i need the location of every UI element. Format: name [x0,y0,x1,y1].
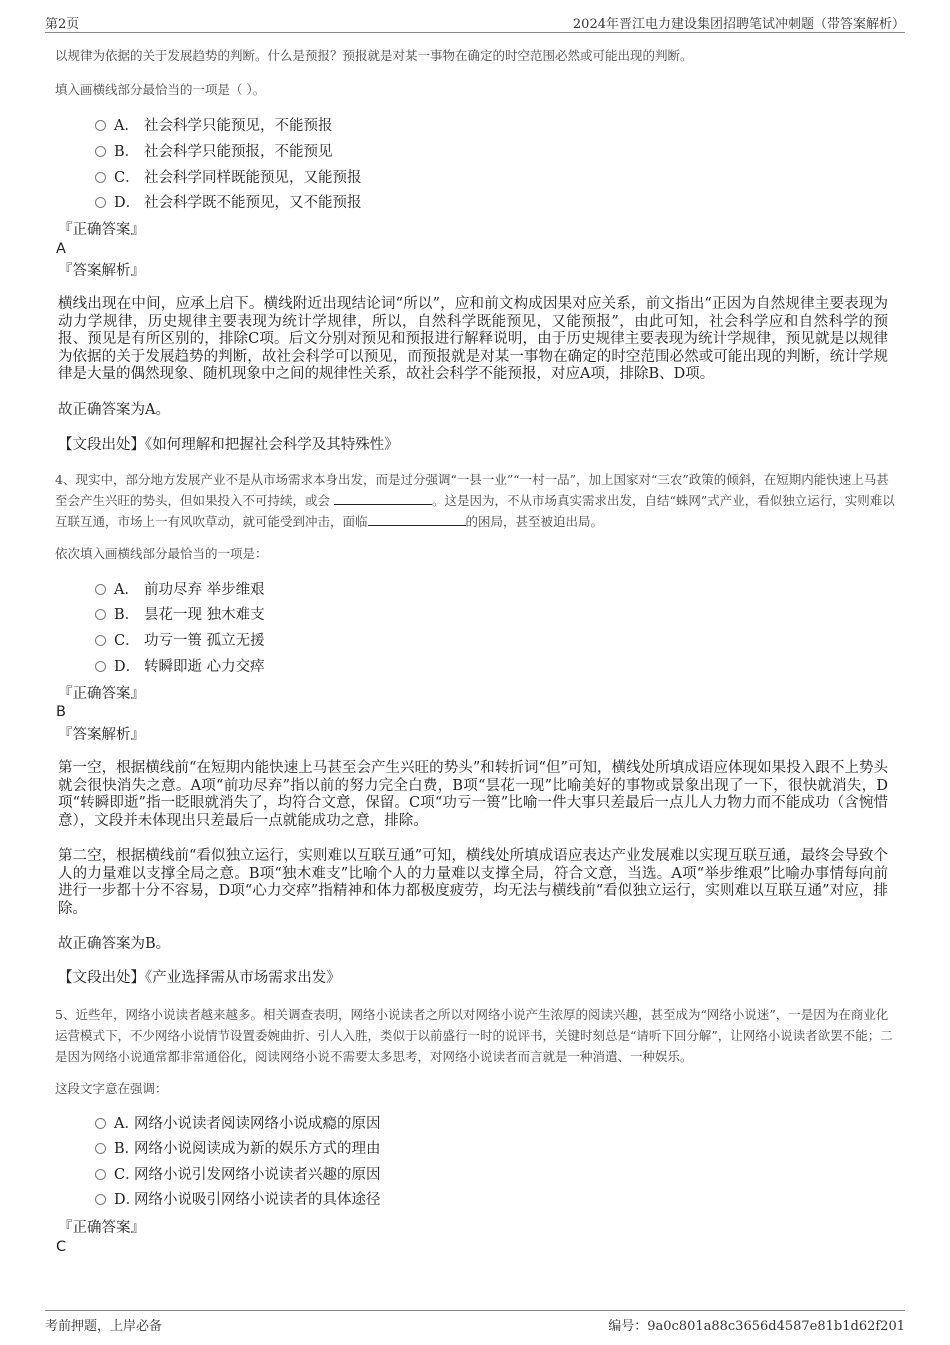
q4-stem: 4、现实中，部分地方发展产业不是从市场需求本身出发，而是过分强调“一县一业”“一村一品”，加上国家对“三农”政策的倾斜，在短期内能快速上马甚至会产生兴旺的势头，但如果投入不可持续，或会 。这是因为，不从市场真实需求出发，自结“蛛网”式产业，看似独立运行，实则难以互联互通，市场上一有风吹草动，就可能受到冲击，面临 的困局，甚至被迫出局。 [55,472,895,529]
page-footer [45,1310,905,1335]
fill-blank [334,491,432,505]
radio-icon[interactable] [95,172,106,183]
q4-prompt: 依次填入画横线部分最恰当的一项是： [55,546,268,561]
radio-icon[interactable] [95,584,106,595]
q5-answer: C [56,1239,67,1255]
q3-option-c[interactable]: C． 社会科学同样既能预见，又能预报 [95,167,362,189]
radio-icon[interactable] [95,197,106,208]
document-id: 编号：9a0c801a88c3656d4587e81b1d62f201 [608,1319,905,1334]
q5-option-a[interactable]: A．网络小说读者阅读网络小说成瘾的原因 [95,1113,381,1135]
q5-option-c[interactable]: C．网络小说引发网络小说读者兴趣的原因 [95,1164,381,1186]
q4-answer-label: 『正确答案』 [58,686,145,702]
q3-stem-tail: 以规律为依据的关于发展趋势的判断。什么是预报？预报就是对某一事物在确定的时空范围必然或可能出现的判断。 [55,48,693,63]
q4-option-b[interactable]: B． 昙花一现 独木难支 [95,604,265,626]
q4-option-a[interactable]: A． 前功尽弃 举步维艰 [95,579,265,601]
q3-conclusion: 故正确答案为A。 [58,402,170,418]
q5-prompt: 这段文字意在强调： [55,1081,168,1096]
footer-slogan: 考前押题，上岸必备 [45,1319,163,1334]
fill-blank [368,512,466,526]
page-number: 第2页 [45,17,80,32]
q3-source: 【文段出处】《如何理解和把握社会科学及其特殊性》 [58,437,399,453]
q3-option-d[interactable]: D． 社会科学既不能预见，又不能预报 [95,192,362,214]
q3-prompt: 填入画横线部分最恰当的一项是（ ）。 [55,82,266,97]
q3-option-b[interactable]: B． 社会科学只能预报，不能预见 [95,141,333,163]
q5-option-b[interactable]: B．网络小说阅读成为新的娱乐方式的理由 [95,1138,381,1160]
radio-icon[interactable] [95,1118,106,1129]
q4-analysis-2: 第二空，根据横线前“看似独立运行，实则难以互联互通”可知，横线处所填成语应表达产业发展难以实现互联互通，最终会导致个人的力量难以支撑全局之意。B项“独木难支”比喻个人的力量难以支撑全局，符合文意，当选。A项“举步维艰”比喻办事情每向前进行一步都十分不容易，D项“心力交瘁”指精神和体力都极度疲劳，均无法与横线前“看似独立运行，实则难以互联互通”对应，排除。 [58,848,888,917]
q3-answer-label: 『正确答案』 [58,222,145,238]
radio-icon[interactable] [95,1143,106,1154]
radio-icon[interactable] [95,609,106,620]
radio-icon[interactable] [95,1169,106,1180]
q3-answer: A [56,241,66,257]
radio-icon[interactable] [95,635,106,646]
q4-answer: B [56,704,66,720]
q3-option-a[interactable]: A． 社会科学只能预见，不能预报 [95,115,333,137]
q3-analysis-label: 『答案解析』 [58,263,145,279]
q4-option-c[interactable]: C． 功亏一篑 孤立无援 [95,630,265,652]
q4-option-d[interactable]: D． 转瞬即逝 心力交瘁 [95,656,265,678]
q5-answer-label: 『正确答案』 [58,1220,145,1236]
radio-icon[interactable] [95,661,106,672]
q5-stem: 5、近些年，网络小说读者越来越多。相关调查表明，网络小说读者之所以对网络小说产生浓厚的阅读兴趣，甚至成为“网络小说迷”，一是因为在商业化运营模式下，不少网络小说情节设置委婉曲折、引人入胜，类似于以前盛行一时的说评书，关键时刻总是“请听下回分解”，让网络小说读者欲罢不能；二是因为网络小说通常都非常通俗化，阅读网络小说不需要太多思考，对网络小说读者而言就是一种消遣、一种娱乐。 [55,1007,893,1064]
q4-source: 【文段出处】《产业选择需从市场需求出发》 [58,970,341,986]
q4-analysis-1: 第一空，根据横线前“在短期内能快速上马甚至会产生兴旺的势头”和转折词“但”可知，横线处所填成语应体现如果投入跟不上势头就会很快消失之意。A项“前功尽弃”指以前的努力完全白费，B项“昙花一现”比喻美好的事物或景象出现了一下，很快就消失，D项“转瞬即逝”指一眨眼就消失了，均符合文意，保留。C项“功亏一篑”比喻一件大事只差最后一点儿人力物力而不能成功（含惋惜意），文段并未体现出只差最后一点就能成功之意，排除。 [58,760,888,829]
q5-option-d[interactable]: D．网络小说吸引网络小说读者的具体途径 [95,1189,381,1211]
radio-icon[interactable] [95,1194,106,1205]
q3-analysis: 横线出现在中间，应承上启下。横线附近出现结论词“所以”，应和前文构成因果对应关系，前文指出“正因为自然规律主要表现为动力学规律，历史规律主要表现为统计学规律，所以，自然科学既能预见，又能预报”，由此可知，社会科学应和自然科学的预报、预见是有所区别的，排除C项。后文分别对预见和预报进行解释说明，由于历史规律主要表现为统计学规律，预见就是以规律为依据的关于发展趋势的判断，故社会科学可以预见，而预报就是对某一事物在确定的时空范围必然或可能出现的判断，统计学规律是大量的偶然现象、随机现象中之间的规律性关系，故社会科学不能预报，对应A项，排除B、D项。 [58,296,888,382]
q4-analysis-label: 『答案解析』 [58,727,145,743]
q4-conclusion: 故正确答案为B。 [58,936,171,952]
radio-icon[interactable] [95,120,106,131]
document-title: 2024年晋江电力建设集团招聘笔试冲刺题（带答案解析） [572,17,905,32]
radio-icon[interactable] [95,146,106,157]
page-header [45,10,905,33]
